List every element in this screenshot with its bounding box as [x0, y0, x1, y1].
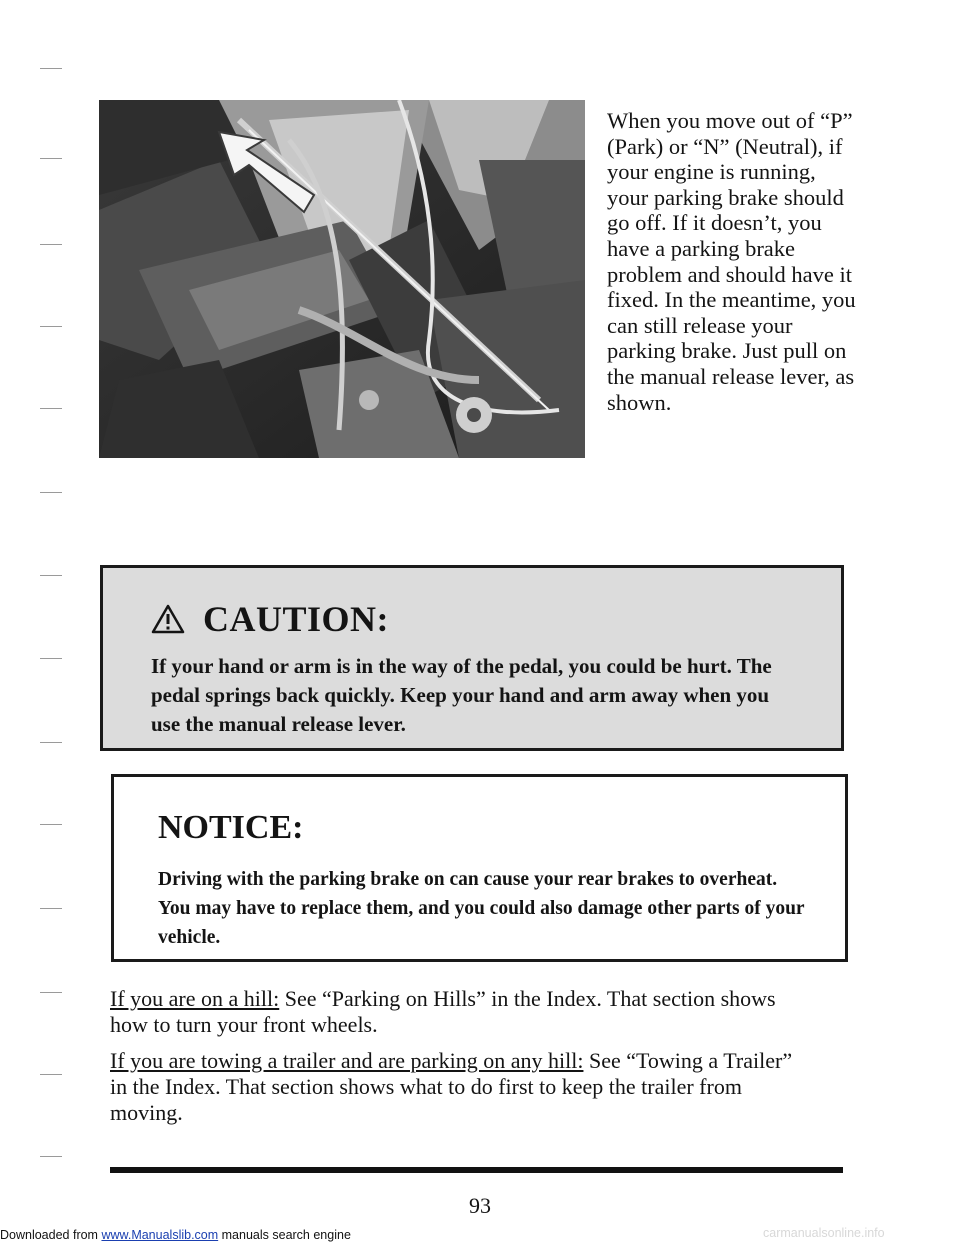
download-footer [0, 1228, 351, 1242]
paragraph-lead: If you are on a hill: [110, 986, 280, 1011]
notice-text: Driving with the parking brake on can cause your rear brakes to overheat. You may have to replace them, and you could also damage other parts of your vehicle. [158, 869, 805, 948]
caution-box [100, 565, 844, 751]
body-text: When you move out of “P” (Park) or “N” (Neutral), if your engine is running, your parking brake should go off. If it doesn’t, you have a parking brake problem and should have it fixed. In the meantime, you can still release your parking brake. Just pull on the manual release lever, as shown. [607, 108, 856, 415]
hill-paragraph [110, 986, 810, 1038]
margin-mark [40, 68, 62, 69]
margin-mark [40, 908, 62, 909]
page-number: 93 [469, 1193, 491, 1218]
margin-mark [40, 1156, 62, 1157]
margin-mark [40, 992, 62, 993]
margin-mark [40, 158, 62, 159]
paragraph-text: See “Towing a Trailer” in the Index. That section shows what to do first to keep the trailer from moving. [110, 1048, 793, 1125]
caution-title: CAUTION: [203, 599, 390, 639]
release-lever-photo [99, 100, 585, 458]
footer-rule [110, 1167, 843, 1173]
trailer-paragraph [110, 1048, 810, 1126]
notice-title: NOTICE: [158, 809, 304, 846]
margin-mark [40, 326, 62, 327]
margin-mark [40, 244, 62, 245]
paragraph-text: See “Parking on Hills” in the Index. That section shows how to turn your front wheels. [110, 986, 776, 1037]
watermark-text: carmanualsonline.info [763, 1226, 885, 1240]
margin-mark [40, 742, 62, 743]
margin-mark [40, 408, 62, 409]
margin-mark [40, 492, 62, 493]
notice-box [111, 774, 848, 962]
manualslib-link[interactable]: www.Manualslib.com [101, 1228, 219, 1242]
warning-triangle-icon [151, 604, 185, 634]
caution-heading [151, 598, 801, 640]
paragraph-lead: If you are towing a trailer and are parking on any hill: [110, 1048, 584, 1073]
caution-text: If your hand or arm is in the way of the pedal, you could be hurt. The pedal springs back quickly. Keep your hand and arm away when you use the manual release lever. [151, 654, 772, 736]
margin-mark [40, 1074, 62, 1075]
footer-suffix: manuals search engine [218, 1228, 351, 1242]
footer-prefix: Downloaded from [0, 1228, 102, 1242]
margin-mark [40, 575, 62, 576]
margin-mark [40, 824, 62, 825]
margin-mark [40, 658, 62, 659]
